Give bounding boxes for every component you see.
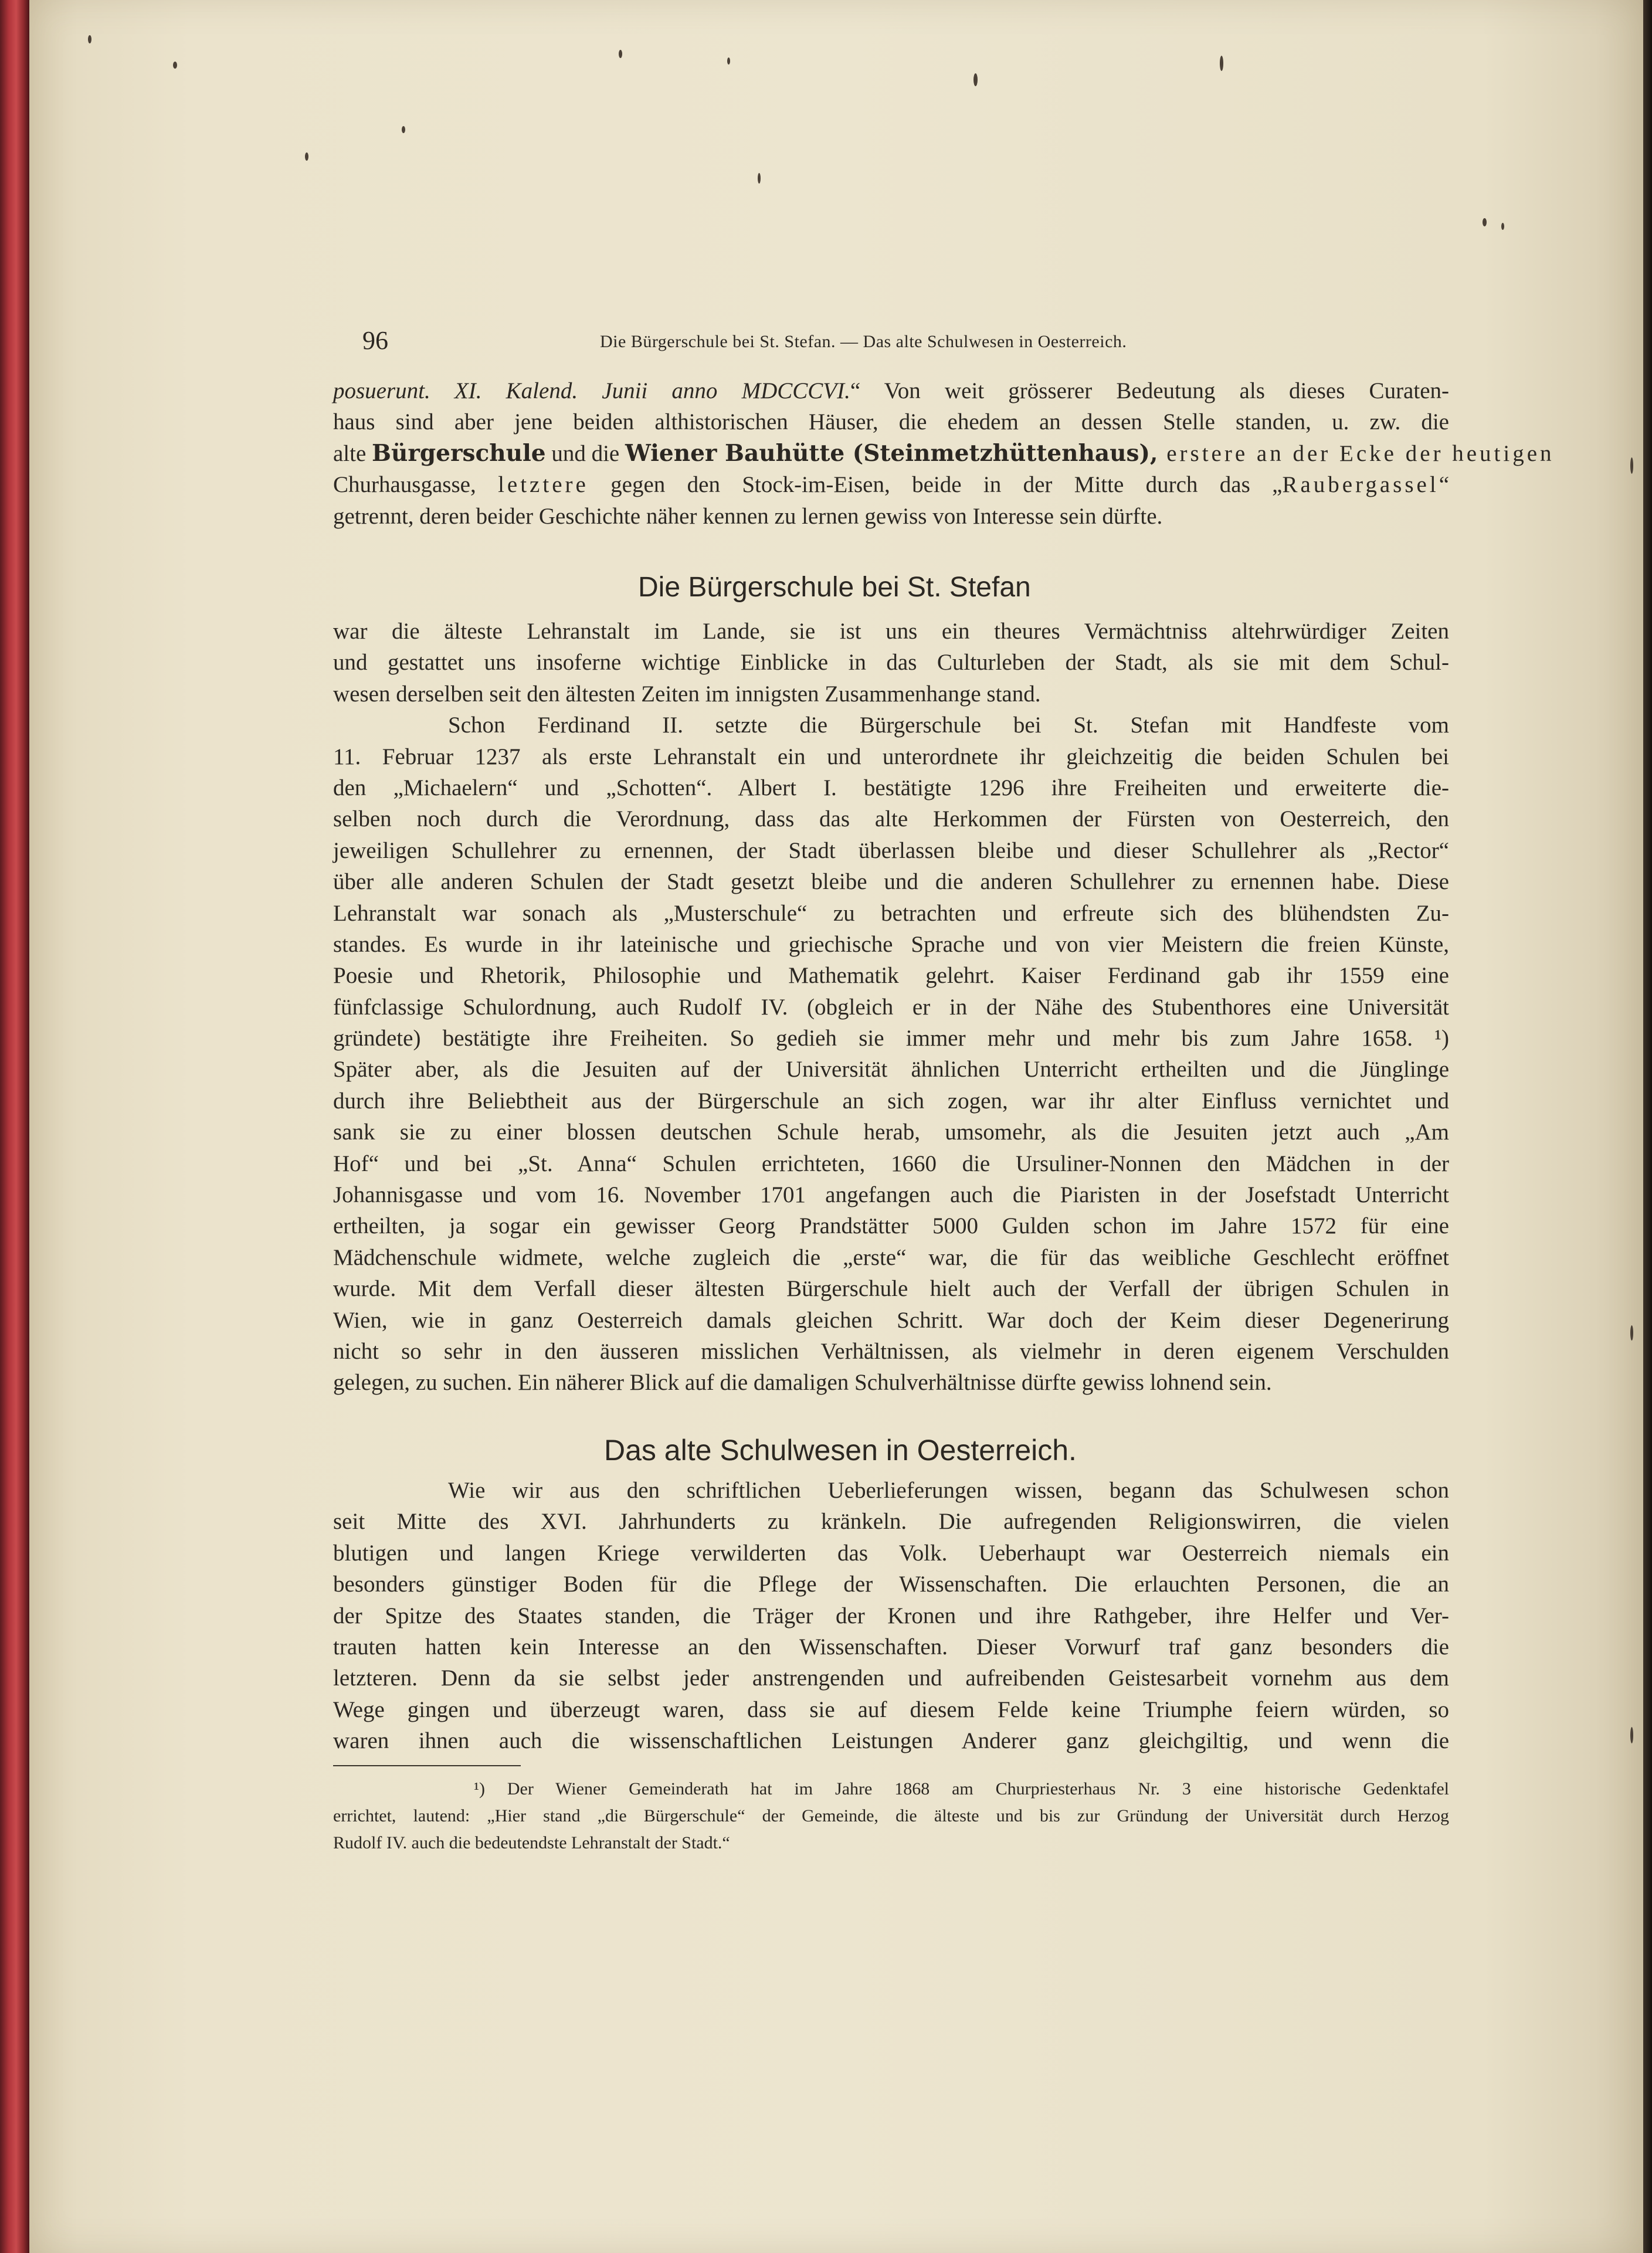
- text-run: gegen den Stock-im-Eisen, beide in der Mitte durch das „: [588, 472, 1283, 498]
- text-run: “: [1439, 472, 1449, 498]
- text-line: der Spitze des Staates standen, die Träger der Kronen und ihre Rathgeber, ihre Helfer und Ver-: [333, 1603, 1449, 1628]
- text-line: gründete) bestätigte ihre Freiheiten. So gedieh sie immer mehr und mehr bis zum Jahre 1658. ¹): [333, 1026, 1449, 1051]
- text-line: wesen derselben seit den ältesten Zeiten im innigsten Zusammenhange stand.: [333, 681, 1041, 707]
- scan-speck: [1501, 223, 1504, 230]
- text-line: 11. Februar 1237 als erste Lehranstalt ein und unterordnete ihr gleichzeitig die beiden Schulen bei: [333, 744, 1449, 769]
- text-line: war die älteste Lehranstalt im Lande, sie ist uns ein theures Vermächtniss altehrwürdiger Zeiten: [333, 619, 1449, 644]
- section-heading-schulwesen: Das alte Schulwesen in Oesterreich.: [604, 1434, 1077, 1467]
- scan-speck: [1220, 56, 1223, 71]
- text-line: den „Michaelern“ und „Schotten“. Albert I. bestätigte 1296 ihre Freiheiten und erweiterte die-: [333, 775, 1449, 800]
- text-line: besonders günstiger Boden für die Pflege der Wissenschaften. Die erlauchten Personen, die an: [333, 1572, 1449, 1597]
- text-line: seit Mitte des XVI. Jahrhunderts zu kränkeln. Die aufregenden Religionswirren, die vielen: [333, 1509, 1449, 1535]
- text-line: Wie wir aus den schriftlichen Ueberlieferungen wissen, begann das Schulwesen schon: [448, 1478, 1449, 1503]
- text-line: über alle anderen Schulen der Stadt gesetzt bleibe und die anderen Schullehrer zu ernennen habe. Diese: [333, 869, 1449, 895]
- scan-speck: [1483, 218, 1487, 226]
- text-run: und die: [545, 440, 625, 466]
- scan-speck: [173, 62, 177, 69]
- section-buergerschule: [333, 616, 1449, 1399]
- text-line: standes. Es wurde in ihr lateinische und griechische Sprache und von vier Meistern die freien Künste,: [333, 931, 1449, 957]
- text-line: [333, 438, 1555, 469]
- text-line: Hof“ und bei „St. Anna“ Schulen errichteten, 1660 die Ursuliner-Nonnen den Mädchen in der: [333, 1151, 1449, 1176]
- text-line: waren ihnen auch die wissenschaftlichen Leistungen Anderer ganz gleichgiltig, und wenn die: [333, 1728, 1449, 1754]
- text-line: blutigen und langen Kriege verwilderten das Volk. Ueberhaupt war Oesterreich niemals ein: [333, 1540, 1449, 1566]
- text-line: [333, 375, 1449, 406]
- text-line: [333, 469, 1449, 500]
- blackletter-term: Bürgerschule: [372, 439, 546, 467]
- text-line: wurde. Mit dem Verfall dieser ältesten Bürgerschule hielt auch der Verfall der übrigen Schulen in: [333, 1276, 1449, 1302]
- text-line: Später aber, als die Jesuiten auf der Universität ähnlichen Unterricht ertheilten und die Jünglinge: [333, 1057, 1449, 1083]
- text-run: Churhausgasse,: [333, 472, 498, 498]
- footnote-line: errichtet, lautend: „Hier stand „die Bürgerschule“ der Gemeinde, die älteste und bis zur Gründung der Universität durch Herzog: [333, 1806, 1449, 1826]
- text-line: Wien, wie in ganz Oesterreich damals gleichen Schritt. War doch der Keim dieser Degenerirung: [333, 1307, 1449, 1333]
- page-number: 96: [362, 326, 388, 355]
- text-line: Johannisgasse und vom 16. November 1701 angefangen auch die Piaristen in der Josefstadt Unterricht: [333, 1182, 1449, 1208]
- text-line: haus sind aber jene beiden althistorischen Häuser, die ehedem an dessen Stelle standen, u. zw. die: [333, 409, 1449, 435]
- text-line: durch ihre Beliebtheit aus der Bürgerschule an sich zogen, war ihr alter Einfluss vernichtet und: [333, 1088, 1449, 1114]
- scan-speck: [88, 35, 91, 43]
- scan-speck: [305, 152, 308, 161]
- text-line: Poesie und Rhetorik, Philosophie und Mathematik gelehrt. Kaiser Ferdinand gab ihr 1559 eine: [333, 963, 1449, 989]
- text-line: Wege gingen und überzeugt waren, dass sie auf diesem Felde keine Triumphe feiern würden, so: [333, 1696, 1449, 1722]
- text-line: jeweiligen Schullehrer zu ernennen, der Stadt überlassen bleibe und dieser Schullehrer als „Rector“: [333, 837, 1449, 863]
- scan-speck: [402, 126, 405, 133]
- scan-speck: [1630, 1325, 1633, 1341]
- book-spine: [0, 0, 29, 2253]
- text-line: Lehranstalt war sonach als „Musterschule“ zu betrachten und erfreute sich des blühendsten Zu-: [333, 900, 1449, 926]
- section-heading-buergerschule: Die Bürgerschule bei St. Stefan: [638, 572, 1031, 603]
- spaced-term: Raubergassel: [1282, 472, 1439, 498]
- text-line: Schon Ferdinand II. setzte die Bürgerschule bei St. Stefan mit Handfeste vom: [448, 712, 1449, 738]
- text-line: und gestattet uns insoferne wichtige Einblicke in das Culturleben der Stadt, als sie mit dem Schul-: [333, 650, 1449, 676]
- scan-speck: [758, 173, 761, 184]
- scan-speck: [1630, 1727, 1633, 1743]
- text-line: nicht so sehr in den äusseren misslichen Verhältnissen, als vielmehr in deren eigenem Verschulden: [333, 1338, 1449, 1364]
- spaced-term: letztere: [498, 472, 589, 498]
- footnote-rule: [333, 1765, 521, 1766]
- text-line: selben noch durch die Verordnung, dass das alte Herkommen der Fürsten von Oesterreich, den: [333, 806, 1449, 832]
- text-line: letzteren. Denn da sie selbst jeder anstrengenden und aufreibenden Geistesarbeit vornehm aus dem: [333, 1665, 1449, 1691]
- page-header: [362, 325, 1318, 361]
- book-edge: [1643, 0, 1652, 2253]
- text-line: ertheilten, ja sogar ein gewisser Georg Prandstätter 5000 Gulden schon im Jahre 1572 für eine: [333, 1213, 1449, 1239]
- text-line: Mädchenschule widmete, welche zugleich die „erste“ war, die für das weibliche Geschlecht eröffnet: [333, 1244, 1449, 1270]
- section-schulwesen: [333, 1475, 1449, 1757]
- scan-speck: [619, 50, 622, 58]
- text-line: sank sie zu einer blossen deutschen Schule herab, umsomehr, als die Jesuiten jetzt auch „Am: [333, 1119, 1449, 1145]
- scan-speck: [727, 57, 730, 65]
- text-line: fünfclassige Schulordnung, auch Rudolf IV. (obgleich er in der Nähe des Stubenthores eine Universität: [333, 994, 1449, 1020]
- text-run: erstere an der Ecke der heutigen: [1158, 440, 1555, 466]
- footnote-line: ¹) Der Wiener Gemeinderath hat im Jahre 1868 am Churpriesterhaus Nr. 3 eine historische Gedenktafel: [474, 1779, 1449, 1799]
- intro-paragraph: [333, 375, 1555, 532]
- text-line: getrennt, deren beider Geschichte näher kennen zu lernen gewiss von Interesse sein dürfte.: [333, 503, 1163, 529]
- scan-speck: [973, 73, 978, 86]
- running-head: Die Bürgerschule bei St. Stefan. — Das alte Schulwesen in Oesterreich.: [600, 332, 1127, 351]
- text-run: alte: [333, 440, 372, 466]
- scan-speck: [1630, 457, 1633, 474]
- blackletter-term: Wiener Bauhütte (Steinmetzhüttenhaus),: [625, 439, 1158, 467]
- footnote-line: Rudolf IV. auch die bedeutendste Lehranstalt der Stadt.“: [333, 1833, 730, 1852]
- footnote: [333, 1776, 1449, 1857]
- text-line: trauten hatten kein Interesse an den Wissenschaften. Dieser Vorwurf traf ganz besonders die: [333, 1634, 1449, 1660]
- text-line: gelegen, zu suchen. Ein näherer Blick auf die damaligen Schulverhältnisse dürfte gewiss lohnend sein.: [333, 1370, 1272, 1396]
- latin-phrase: posuerunt. XI. Kalend. Junii anno MDCCCVI.: [333, 378, 850, 403]
- text-run: “ Von weit grösserer Bedeutung als dieses Curaten-: [850, 378, 1449, 403]
